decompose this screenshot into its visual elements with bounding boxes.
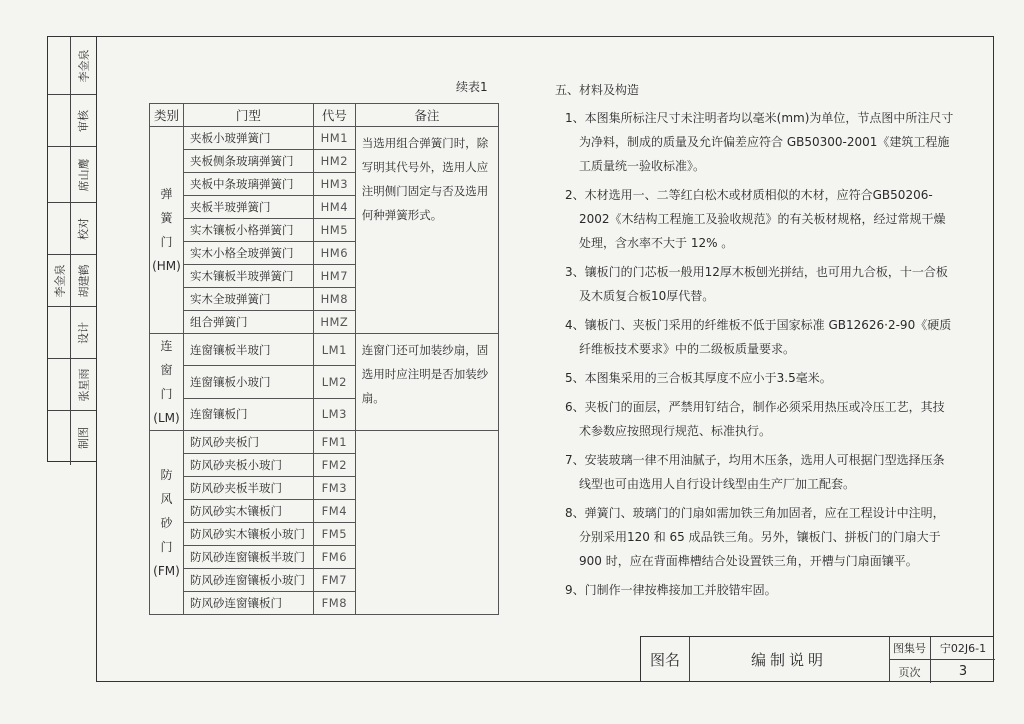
code-cell: HMZ [313,311,355,334]
code-cell: FM3 [313,477,355,500]
category-cell [150,431,184,615]
code-cell: HM2 [313,150,355,173]
category-char: (FM) [153,563,180,578]
door-type-cell: 连窗镶板半玻门 [183,334,313,366]
sidebar-cell-right-text: 张星雨 [77,368,90,401]
door-type-cell: 防风砂实木镶板小玻门 [183,523,313,546]
door-type-cell: 防风砂连窗镶板半玻门 [183,546,313,569]
door-type-cell: 实木镶板半玻弹簧门 [183,265,313,288]
code-cell: FM1 [313,431,355,454]
door-type-cell: 防风砂实木镶板门 [183,500,313,523]
note-item: 4、镶板门、夹板门采用的纤维板不低于国家标准 GB12626·2-90《硬质纤维板技术要求》中的二级板质量要求。 [565,318,952,356]
door-type-cell: 防风砂夹板小玻门 [183,454,313,477]
category-char: 窗 [160,363,173,377]
code-cell: HM4 [313,196,355,219]
page-number-label: 页次 [889,660,931,683]
title-block [640,636,994,682]
category-char: 风 [160,491,173,506]
door-type-cell: 防风砂夹板半玻门 [183,477,313,500]
code-cell: HM8 [313,288,355,311]
sidebar-cell [48,411,96,465]
sidebar-cell [48,95,96,147]
category-char: (LM) [153,411,180,425]
code-cell: LM3 [313,398,355,430]
door-type-cell: 防风砂夹板门 [183,431,313,454]
sidebar-cell-right-text: 李金泉 [77,49,90,82]
door-type-cell: 夹板小玻弹簧门 [183,127,313,150]
note-item: 1、本图集所标注尺寸未注明者均以毫米(mm)为单位，节点图中所注尺寸为净料，制成的质量及允许偏差应符合 GB50300-2001《建筑工程施工质量统一验收标准》。 [565,111,954,173]
table-header-row [150,104,499,127]
category-char: (HM) [152,259,181,273]
category-char: 防 [160,467,173,482]
code-cell: HM1 [313,127,355,150]
header-door-type: 门型 [183,104,313,127]
title-block-name-label: 图名 [641,637,690,682]
code-cell: FM7 [313,569,355,592]
code-cell: FM4 [313,500,355,523]
door-type-cell: 夹板半玻弹簧门 [183,196,313,219]
sidebar-cell [48,307,96,359]
code-cell: LM1 [313,334,355,366]
remarks-cell: 当选用组合弹簧门时，除写明其代号外，选用人应注明侧门固定与否及选用何种弹簧形式。 [355,127,498,334]
category-cell [150,127,184,334]
category-char: 连 [160,339,173,353]
door-type-cell: 组合弹簧门 [183,311,313,334]
category-char: 簧 [160,211,173,225]
note-item: 3、镶板门的门芯板一般用12厚木板刨光拼结，也可用九合板，十一合板及木质复合板10厚代替。 [565,265,948,303]
code-cell: HM7 [313,265,355,288]
sidebar-cell [48,255,96,307]
code-cell: LM2 [313,366,355,398]
sidebar-cell [48,147,96,203]
atlas-number-label: 图集号 [889,637,931,660]
remarks-cell: 连窗门还可加装纱扇，固选用时应注明是否加装纱扇。 [355,334,498,431]
category-char: 弹 [160,187,173,201]
title-block-title: 编制说明 [689,637,890,682]
code-cell: FM8 [313,592,355,615]
code-cell: FM5 [313,523,355,546]
header-code: 代号 [313,104,355,127]
header-category: 类别 [150,104,184,127]
door-type-cell: 连窗镶板小玻门 [183,366,313,398]
construction-notes [555,78,955,607]
category-char: 砂 [160,515,173,530]
code-cell: FM2 [313,454,355,477]
sidebar-cell-right-text: 胡建鹤 [77,264,90,297]
note-item: 8、弹簧门、玻璃门的门扇如需加铁三角加固者，应在工程设计中注明，分别采用120 和 65 成品铁三角。另外，镶板门、拼板门的门扇大于 900 时，应在背面榫槽结合处设置铁三角，开槽与门扇面镶平。 [565,506,945,568]
code-cell: HM6 [313,242,355,265]
note-item: 2、木材选用一、二等红白松木或材质相似的木材，应符合GB50206-2002《木结构工程施工及验收规范》的有关板材规格，经过常规干燥处理，含水率不大于 12% 。 [565,188,946,250]
note-item: 9、门制作一律按榫接加工并胶错牢固。 [565,583,777,597]
signature-sidebar [47,36,97,462]
notes-title: 五、材料及构造 [555,83,640,97]
category-cell [150,334,184,431]
door-type-cell: 实木全玻弹簧门 [183,288,313,311]
note-item: 7、安装玻璃一律不用油腻子，均用木压条，选用人可根据门型选择压条线型也可由选用人自行设计线型由生产厂加工配套。 [565,453,945,491]
category-char: 门 [160,387,173,401]
sidebar-cell-right-text: 设计 [77,321,90,344]
door-type-table [149,103,499,615]
door-type-cell: 实木镶板小格弹簧门 [183,219,313,242]
note-item: 6、夹板门的面层，严禁用钉结合，制作必须采用热压或冷压工艺，其技术参数应按照现行规范、标准执行。 [565,400,945,438]
table-caption: 续表1 [456,80,488,94]
door-type-cell: 防风砂连窗镶板门 [183,592,313,615]
sidebar-cell-left-text: 李金泉 [53,264,66,297]
sidebar-cell-right-text: 审核 [77,109,90,132]
sidebar-cell [48,37,96,95]
door-type-cell: 防风砂连窗镶板小玻门 [183,569,313,592]
sidebar-cell-right-text: 席山鹰 [77,158,90,191]
page-number-value: 3 [958,664,968,679]
code-cell: HM5 [313,219,355,242]
remarks-cell [355,431,498,615]
sidebar-cell-right-text: 校对 [77,217,90,240]
sidebar-cell [48,203,96,255]
category-char: 门 [160,235,173,249]
door-type-cell: 连窗镶板门 [183,398,313,430]
table-row [150,334,499,366]
door-type-cell: 夹板侧条玻璃弹簧门 [183,150,313,173]
note-item: 5、本图集采用的三合板其厚度不应小于3.5毫米。 [565,371,832,385]
sidebar-cell-right-text: 制图 [77,427,90,449]
code-cell: HM3 [313,173,355,196]
table-row [150,431,499,454]
sidebar-cell [48,359,96,411]
door-type-cell: 夹板中条玻璃弹簧门 [183,173,313,196]
atlas-number-value: 宁02J6-1 [931,637,995,660]
table-row [150,127,499,150]
door-type-cell: 实木小格全玻弹簧门 [183,242,313,265]
code-cell: FM6 [313,546,355,569]
category-char: 门 [160,539,173,554]
header-remarks: 备注 [355,104,498,127]
